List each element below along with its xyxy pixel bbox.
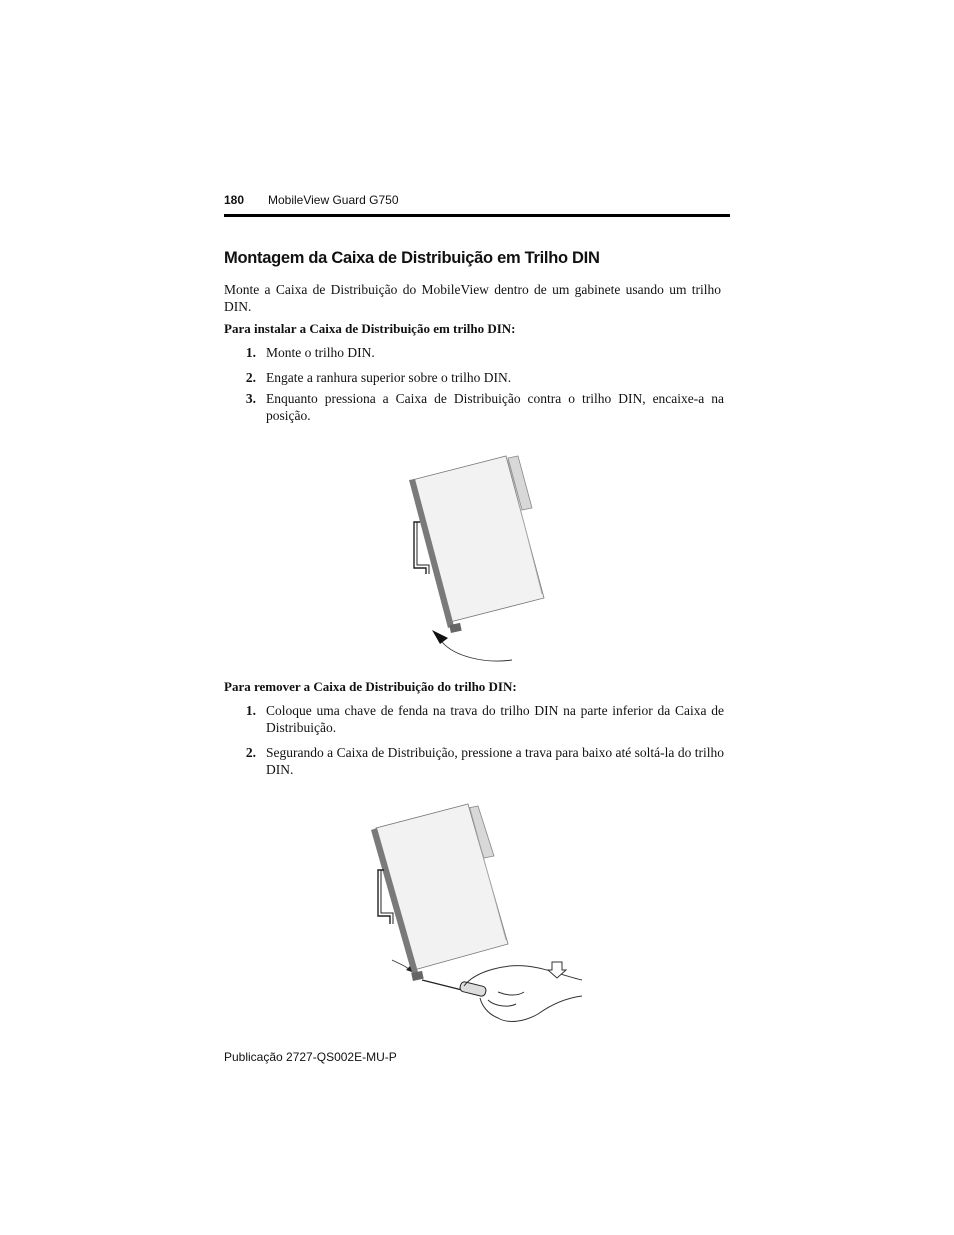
section-title: Montagem da Caixa de Distribuição em Trilho DIN [224,249,600,267]
step-number: 3. [245,391,256,406]
remove-heading: Para remover a Caixa de Distribuição do trilho DIN: [224,679,517,694]
remove-step [224,702,724,736]
footer-publication: Publicação 2727-QS002E-MU-P [224,1050,397,1064]
step-number: 2. [245,370,256,385]
remove-step [224,744,724,778]
intro-paragraph: Monte a Caixa de Distribuição do MobileView dentro de um gabinete usando um trilho DIN. [224,282,721,314]
distribution-box [376,804,508,970]
step-text: Segurando a Caixa de Distribuição, pressione a trava para baixo até soltá-la do trilho DIN. [266,745,724,777]
down-arrow-icon [548,962,566,978]
rotation-arrow [442,642,512,661]
step-text: Engate a ranhura superior sobre o trilho DIN. [266,370,512,385]
header-rule [224,214,730,217]
page-number: 180 [224,193,245,207]
screwdriver-shaft [422,980,462,990]
step-number: 1. [245,703,256,718]
din-mount-figure [404,450,554,670]
step-number: 1. [245,345,256,360]
install-step [224,344,724,361]
step-text: Coloque uma chave de fenda na trava do trilho DIN na parte inferior da Caixa de Distribuição. [266,703,724,735]
arrow-head-icon [432,630,448,644]
running-header-title: MobileView Guard G750 [268,193,399,207]
screwdriver-handle [459,981,487,997]
step-text: Monte o trilho DIN. [266,345,375,360]
step-text: Enquanto pressiona a Caixa de Distribuição contra o trilho DIN, encaixe-a na posição. [266,391,724,423]
install-heading: Para instalar a Caixa de Distribuição em trilho DIN: [224,321,516,336]
step-number: 2. [245,745,256,760]
install-step [224,369,724,386]
install-step [224,390,724,424]
din-remove-figure [368,800,588,1030]
